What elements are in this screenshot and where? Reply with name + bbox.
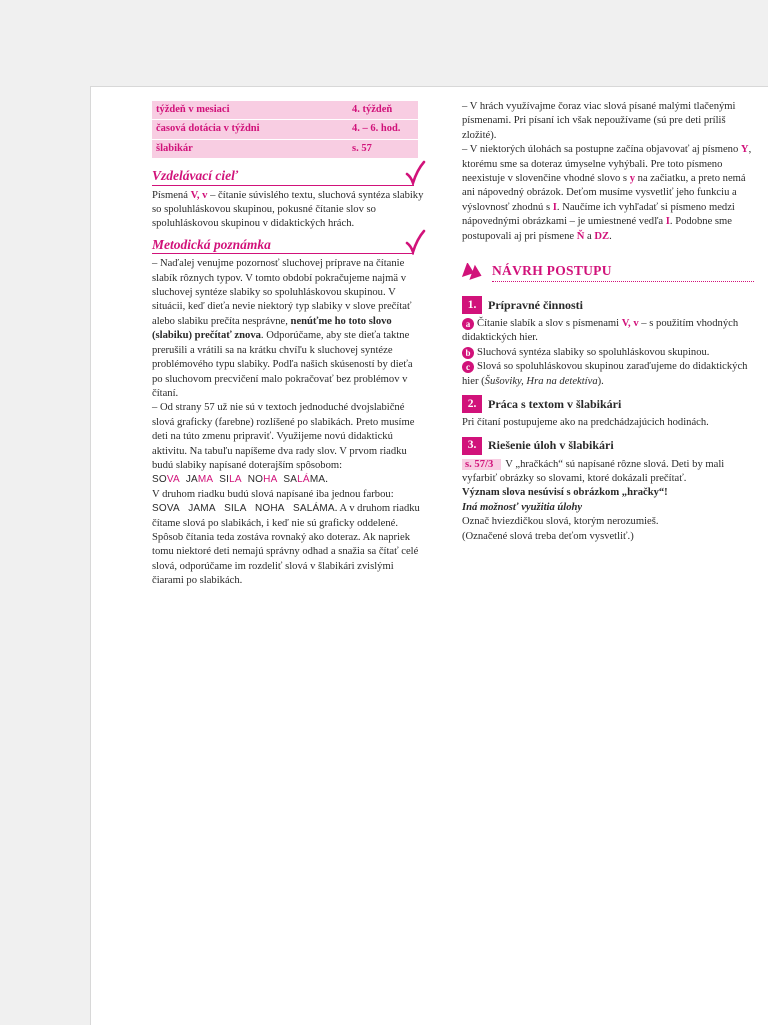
step-bold-note: Význam slova nesúvisí s obrázkom „hračky“! bbox=[462, 487, 668, 499]
table-label: šlabikár bbox=[152, 139, 348, 158]
letter-y: y bbox=[629, 173, 636, 185]
step-title: Prípravné činnosti bbox=[488, 297, 583, 312]
syllable: SA bbox=[283, 474, 298, 486]
syllable: VA bbox=[166, 474, 180, 486]
syllable: MA bbox=[197, 474, 214, 486]
lesson-info-table bbox=[152, 101, 418, 159]
syllable: MA bbox=[309, 474, 326, 486]
step-title: Riešenie úloh v šlabikári bbox=[488, 438, 614, 453]
word-row: SOVA JAMA SILA NOHA SALÁMA bbox=[152, 503, 335, 515]
table-row bbox=[152, 101, 418, 120]
letter-DZ: DZ bbox=[594, 230, 610, 242]
step-3-text bbox=[462, 458, 754, 487]
note-paragraph: – V hrách využívajme čoraz viac slová písané malými tlačenými písmenami. Pri písaní ich však nepoužívame (sú pre deti príliš zložité). bbox=[462, 101, 736, 141]
syllable: SO bbox=[152, 474, 167, 486]
table-row bbox=[152, 139, 418, 158]
method-paragraph: – Od strany 57 už nie sú v textoch jednoduché dvojslabičné slová graficky (farebne) rozlíšené po slabikách. Preto musíme deti na túto zmenu pripraviť. Využijeme novú didaktickú aktivitu. Na tabuľu napíšeme dva rady slov. V prvom riadku budú slabiky napísané doterajším spôsobom: SOVA JAMA SILA NOHA SALÁMA. bbox=[152, 402, 415, 486]
step-number: 2. bbox=[462, 395, 482, 413]
step-2 bbox=[462, 395, 754, 413]
syllable: NO bbox=[247, 474, 264, 486]
syllable: JA bbox=[185, 474, 198, 486]
method-text: . Odporúčame, aby ste dieťa taktne prerušili a vrátili sa na krátku chvíľu k sluchovej syntéze problémového typu slabiky. Podľa našich skúseností by dieťa po sluchovom precvičení malo pokračovať bez problémov v čítaní. bbox=[152, 330, 413, 399]
syllable: SI bbox=[219, 474, 230, 486]
goal-heading-block bbox=[152, 169, 424, 185]
syllable: HA bbox=[263, 474, 278, 486]
table-value: 4. týždeň bbox=[348, 101, 418, 120]
step-3 bbox=[462, 437, 754, 455]
note-text: na začiatku, a preto nemá ani nápovedný obrázok. Deťom musíme vysvetliť jeho funkciu a výslovnosť zhodnú s bbox=[462, 173, 746, 213]
method-text: V druhom riadku budú slová napísané iba jednou farbou: bbox=[152, 488, 394, 500]
table-label: časová dotácia v týždni bbox=[152, 120, 348, 139]
note-text: . bbox=[609, 230, 612, 242]
method-heading-block bbox=[152, 238, 424, 254]
step-item-b bbox=[462, 346, 754, 360]
letters-V: V, v bbox=[621, 318, 639, 330]
checkmark-icon bbox=[404, 160, 426, 186]
method-paragraph bbox=[152, 257, 424, 401]
step-italic-heading: Iná možnosť využitia úlohy bbox=[462, 501, 583, 513]
left-column bbox=[152, 101, 424, 589]
table-label: týždeň v mesiaci bbox=[152, 101, 348, 120]
table-value: 4. – 6. hod. bbox=[348, 120, 418, 139]
note-text: . Podobne sme postupovali aj pri písmene bbox=[462, 216, 732, 242]
step-number: 3. bbox=[462, 437, 482, 455]
heading-rule bbox=[152, 185, 414, 186]
step-title: Práca s textom v šlabikári bbox=[488, 396, 622, 411]
circle-a-icon: a bbox=[462, 318, 474, 330]
method-text: . A v druhom riadku čítame slová po slabikách, i keď nie sú graficky oddelené. Spôsob čítania teda zostáva rovnaký ako doteraz. Ak napriek tomu niektoré deti nemajú správny odhad a snažia sa čítať celé slová, odporúčame im rozdeliť slová v šlabikári zvislými čiarami po slabikách. bbox=[152, 503, 420, 587]
goal-text-part: – čítanie súvislého textu, sluchová syntéza slabiky so spoluhláskovou skupinou, pokusné čítanie slov so spoluhláskovou skupinou v didaktických hrách. bbox=[152, 189, 424, 230]
method-text: – Od strany 57 už nie sú v textoch jednoduché dvojslabičné slová graficky (farebne) rozlíšené po slabikách. Preto musíme deti na túto zmenu pripraviť. Využijeme novú didaktickú aktivitu. Na tabuľu napíšeme dva rady slov. V prvom riadku budú slabiky napísané doterajším spôsobom: bbox=[152, 402, 415, 471]
letter-N: Ň bbox=[576, 230, 585, 242]
table-value: s. 57 bbox=[348, 139, 418, 158]
dotted-rule bbox=[492, 281, 754, 282]
item-text: ). bbox=[597, 375, 604, 387]
method-heading: Metodická poznámka bbox=[152, 236, 271, 252]
note-text: – V niektorých úlohách sa postupne začína objavovať aj písmeno bbox=[462, 144, 741, 156]
note-paragraph bbox=[462, 143, 754, 244]
goal-text bbox=[152, 189, 424, 232]
syllable: LÁ bbox=[297, 474, 310, 486]
note-text: a bbox=[584, 230, 595, 242]
item-text: Čítanie slabík a slov s písmenami bbox=[477, 318, 622, 330]
step-1 bbox=[462, 296, 754, 314]
syllable-row bbox=[152, 474, 325, 485]
step-number: 1. bbox=[462, 296, 482, 314]
letter-Y: Y bbox=[740, 144, 749, 156]
step-item-c bbox=[462, 360, 754, 389]
note-text: . Naučíme ich vyhľadať si písmeno medzi nápovednými obrázkami – je umiestnené vedľa bbox=[462, 201, 735, 228]
note-text: , ktorému sme sa doteraz úmyselne vyhýbali. Pre toto písmeno neexistuje v slovenčine vhodné slovo s bbox=[462, 144, 752, 185]
right-column bbox=[462, 100, 754, 544]
page-reference: s. 57/3 bbox=[462, 459, 501, 470]
heading-rule bbox=[152, 253, 414, 254]
method-bold-text: nenúťme ho toto slovo (slabiku) prečítať znova bbox=[152, 315, 392, 342]
arrow-right-icon bbox=[462, 263, 486, 283]
procedure-heading: NÁVRH POSTUPU bbox=[492, 263, 612, 279]
item-text: Sluchová syntéza slabiky so spoluhláskovou skupinou. bbox=[477, 346, 710, 358]
goal-letters: V, v bbox=[190, 189, 208, 201]
checkmark-icon bbox=[404, 229, 426, 255]
book-page bbox=[90, 86, 768, 1025]
step-item-a bbox=[462, 317, 754, 346]
step-text: Pri čítaní postupujeme ako na predchádzajúcich hodinách. bbox=[462, 417, 709, 429]
step-text: Označ hviezdičkou slová, ktorým nerozumieš. bbox=[462, 516, 659, 528]
item-italic: Šušoviky, Hra na detektíva bbox=[484, 375, 598, 387]
procedure-heading-block bbox=[462, 260, 754, 290]
syllable: LA bbox=[229, 474, 242, 486]
goal-text-part: Písmená bbox=[152, 189, 191, 201]
step-text: V „hračkách“ sú napísané rôzne slová. Deti by mali vyfarbiť obrázky so slovami, ktoré dokázali prečítať. bbox=[462, 458, 725, 484]
table-row bbox=[152, 120, 418, 139]
step-text: (Označené slová treba deťom vysvetliť.) bbox=[462, 530, 634, 542]
circle-c-icon: c bbox=[462, 361, 474, 373]
goal-heading: Vzdelávací cieľ bbox=[152, 168, 239, 184]
letter-I: I bbox=[665, 216, 670, 228]
letter-I: I bbox=[552, 201, 557, 213]
method-text: – Naďalej venujme pozornosť sluchovej príprave na čítanie slabík rôznych typov. V tomto období pokračujeme najmä v sluchovej syntéze slabiky so spoluhláskovou skupinou. V situácii, keď dieťa nevie niektorý typ slabiky v slove prečítať alebo slabiku prečíta nesprávne, bbox=[152, 258, 412, 327]
circle-b-icon: b bbox=[462, 347, 474, 359]
item-text: Slová so spoluhláskovou skupinou zaraďujeme do didaktických hier ( bbox=[462, 361, 748, 387]
method-paragraph bbox=[152, 488, 424, 589]
item-text: – s použitím vhodných didaktických hier. bbox=[462, 318, 739, 344]
